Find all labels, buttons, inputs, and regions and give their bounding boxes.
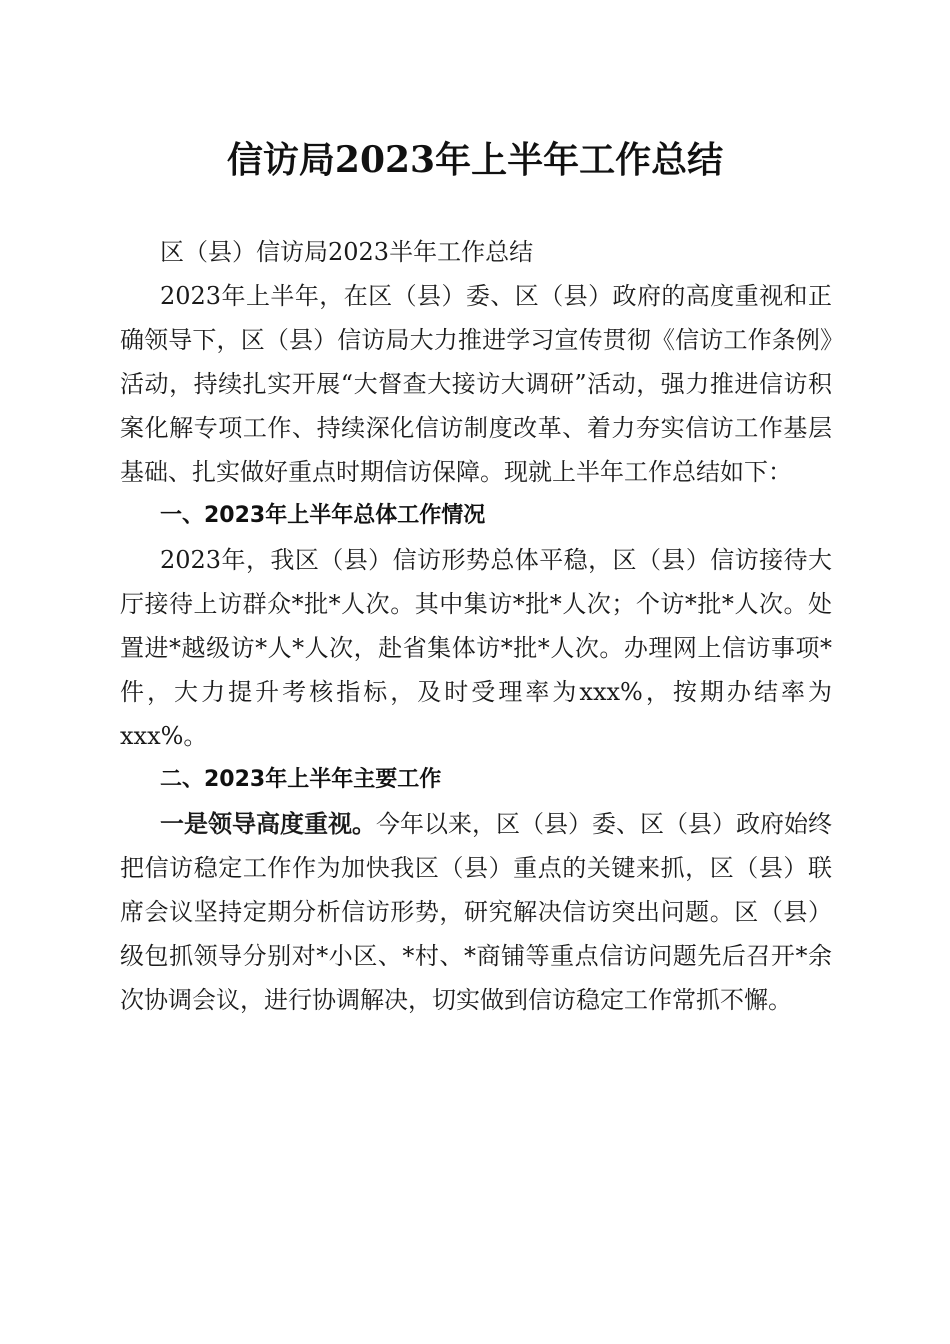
section-1-paragraph: 2023年，我区（县）信访形势总体平稳，区（县）信访接待大厅接待上访群众*批*人次。其中集访*批*人次；个访*批*人次。处置进*越级访*人*人次，赴省集体访*批*人次。办理网上信访事项*件，大力提升考核指标，及时受理率为xxx%，按期办结率为xxx%。 <box>120 546 832 750</box>
section-2-item-1-text: 今年以来，区（县）委、区（县）政府始终把信访稳定工作作为加快我区（县）重点的关键来抓，区（县）联席会议坚持定期分析信访形势，研究解决信访突出问题。区（县）级包抓领导分别对*小区、*村、*商铺等重点信访问题先后召开*余次协调会议，进行协调解决，切实做到信访稳定工作常抓不懈。 <box>120 810 832 1014</box>
section-2-heading: 二、2023年上半年主要工作 <box>160 767 442 792</box>
section-2-item-1-paragraph <box>120 802 832 1022</box>
intro-paragraph: 2023年上半年，在区（县）委、区（县）政府的高度重视和正确领导下，区（县）信访局大力推进学习宣传贯彻《信访工作条例》活动，持续扎实开展“大督查大接访大调研”活动，强力推进信访积案化解专项工作、持续深化信访制度改革、着力夯实信访工作基层基础、扎实做好重点时期信访保障。现就上半年工作总结如下： <box>120 282 832 486</box>
document-body <box>120 230 832 1022</box>
section-1-heading: 一、2023年上半年总体工作情况 <box>160 503 486 528</box>
section-2-item-1-lead: 一是领导高度重视。 <box>160 809 376 838</box>
document-subtitle: 区（县）信访局2023半年工作总结 <box>160 238 534 266</box>
document-title: 信访局2023年上半年工作总结 <box>226 139 724 181</box>
